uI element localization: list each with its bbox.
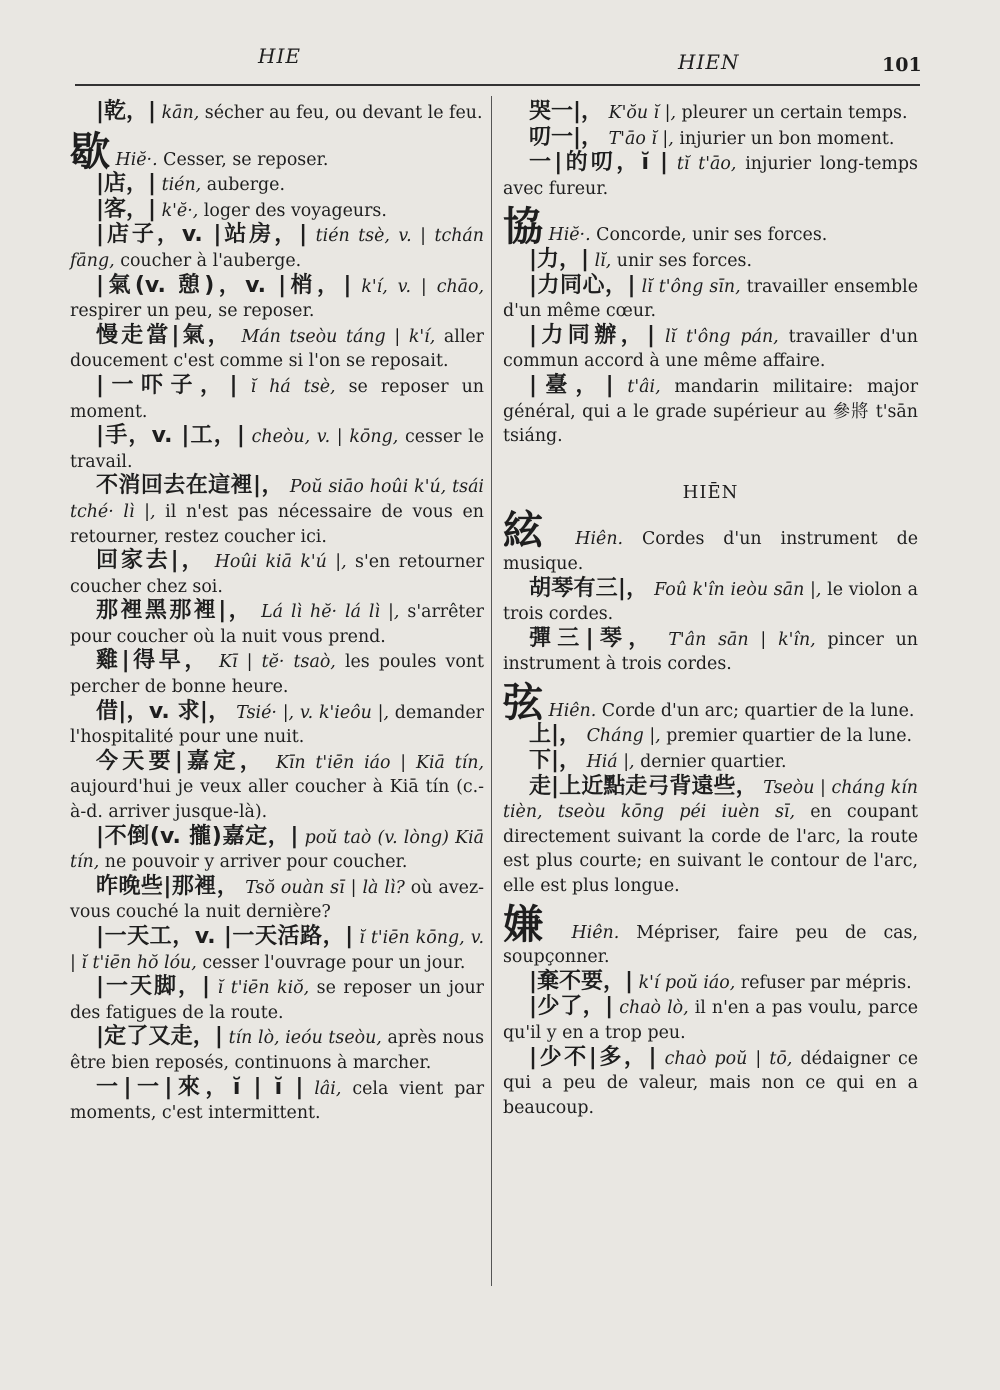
chinese-characters: |客，| (96, 196, 157, 222)
chinese-characters: |店子，v. |站房，| (96, 222, 308, 248)
romanization: tín lò, ieóu tseòu, (228, 1028, 382, 1049)
dictionary-subentry (503, 627, 918, 677)
dictionary-subentry (503, 374, 918, 449)
romanization: Kīn t'iēn iáo | Kiā tín, (275, 752, 484, 773)
chinese-characters: |臺，| (529, 372, 614, 398)
page-header (0, 0, 1000, 95)
chinese-characters: |力同辦，| (529, 322, 656, 348)
dictionary-subentry (503, 1046, 918, 1121)
romanization: k'í poŭ iáo, (638, 972, 736, 993)
column-divider (491, 96, 492, 1286)
chinese-characters: 協 (503, 204, 543, 251)
chinese-characters: 雞|得早， (96, 648, 210, 674)
romanization: Lá lì hĕ· lá lì |, (261, 602, 400, 623)
definition: coucher à l'auberge. (114, 250, 302, 271)
definition: ne pouvoir y arriver pour coucher. (99, 852, 408, 873)
chinese-characters: 彈三|琴， (529, 625, 657, 651)
running-head-right: HIEN (678, 50, 740, 74)
chinese-characters: |力，| (529, 246, 590, 272)
dictionary-subentry (70, 172, 484, 198)
definition: auberge. (201, 175, 285, 196)
definition: s'en retourner coucher chez soi. (70, 552, 485, 597)
romanization: T'ân sān | k'în, (668, 629, 816, 650)
romanization: Hiĕ·. (115, 149, 158, 170)
dictionary-subentry (70, 1076, 484, 1126)
left-column (70, 100, 484, 1126)
chinese-characters: 昨晚些|那裡， (96, 873, 240, 899)
chinese-characters: |乾，| (96, 99, 157, 124)
dictionary-subentry (70, 374, 484, 424)
definition: travailler d'un commun accord à une même affaire. (503, 326, 919, 372)
chinese-characters: 胡琴有三|， (529, 575, 649, 601)
definition: pleurer un certain temps. (676, 103, 908, 123)
romanization: Tsŏ ouàn sī | là lì? (245, 877, 405, 898)
dictionary-subentry (70, 223, 484, 273)
romanization: Hiên. (571, 922, 620, 943)
chinese-characters: 今天要|嘉定， (96, 748, 267, 774)
dictionary-headword-entry (503, 901, 919, 970)
chinese-characters: 下|， (529, 748, 582, 774)
dictionary-subentry (503, 775, 918, 899)
romanization: kān, (161, 103, 200, 123)
romanization: K'ŏu ĭ |, (608, 103, 677, 123)
chinese-characters: 回家去|， (96, 548, 207, 574)
chinese-characters: |少不|多，| (529, 1044, 657, 1070)
definition: injurier un bon moment. (673, 128, 895, 149)
chinese-characters: |店，| (96, 171, 157, 197)
definition: se reposer un jour des fatigues de la route. (70, 978, 484, 1023)
definition: travailler ensemble d'un même cœur. (503, 276, 919, 322)
romanization: Hiá |, (586, 752, 635, 773)
definition: se reposer un moment. (70, 376, 484, 422)
dictionary-subentry (503, 970, 918, 996)
dictionary-subentry (70, 424, 484, 474)
romanization: Hiĕ·. (548, 225, 591, 246)
romanization: chaò poŭ | tō, (664, 1048, 793, 1069)
chinese-characters: 哭一|， (529, 99, 604, 124)
chinese-characters: 歇 (70, 128, 110, 175)
dictionary-subentry (70, 324, 484, 374)
definition: dernier quartier. (634, 752, 787, 773)
romanization: Hoûi kiā k'ú |, (214, 552, 347, 573)
definition: pincer un instrument à trois cordes. (503, 629, 918, 675)
dictionary-subentry (503, 274, 918, 324)
dictionary-subentry (503, 749, 918, 775)
definition: aller doucement c'est comme si l'on se reposait. (70, 326, 484, 372)
definition: il n'en a pas voulu, parce qu'il y en a trop peu. (503, 998, 919, 1043)
chinese-characters: |不倒(v. 攏)嘉定，| (96, 823, 299, 849)
definition: demander l'hospitalité pour une nuit. (70, 702, 484, 748)
dictionary-headword-entry (70, 128, 484, 175)
chinese-characters: 上|， (529, 722, 582, 748)
chinese-characters: 一|一|來，ĭ | ĭ | (96, 1074, 304, 1100)
romanization: ĭ há tsè, (250, 376, 336, 397)
dictionary-headword-entry (503, 508, 919, 576)
chinese-characters: |一天工，v. |一天活路，| (96, 924, 354, 949)
romanization: chaò lò, (619, 998, 689, 1019)
dictionary-subentry (70, 750, 484, 825)
romanization: k'ĕ·, (161, 200, 199, 221)
section-title: HIĒN (682, 481, 739, 503)
chinese-characters: 嫌 (503, 901, 555, 948)
definition: Mépriser, faire peu de cas, soupçonner. (503, 922, 919, 968)
dictionary-subentry (503, 723, 918, 749)
chinese-characters: 借|，v. 求|， (96, 698, 231, 724)
dictionary-subentry (70, 549, 484, 599)
dictionary-subentry (503, 995, 918, 1045)
dictionary-subentry (503, 100, 918, 126)
dictionary-subentry (503, 126, 918, 152)
romanization: lĭ t'ông sīn, (641, 276, 741, 297)
romanization: k'í, v. | chāo, (361, 276, 485, 297)
definition: le violon a trois cordes. (503, 579, 918, 625)
chinese-characters: 慢走當|氣， (96, 322, 233, 348)
romanization: cheòu, v. | kōng, (251, 427, 399, 448)
dictionary-subentry (70, 599, 484, 649)
chinese-characters: 絃 (503, 508, 557, 555)
definition: premier quartier de la lune. (660, 726, 913, 747)
definition: unir ses forces. (611, 250, 752, 271)
chinese-characters: 那裡黑那裡|， (96, 598, 254, 624)
romanization: poŭ taò (v. lòng) Kiā tín, (70, 827, 485, 873)
right-column (503, 100, 918, 1120)
definition: Concorde, unir ses forces. (590, 225, 828, 246)
definition: respirer un peu, se reposer. (70, 301, 315, 322)
definition: cesser le travail. (70, 427, 485, 472)
romanization: tĭ t'āo, (676, 154, 737, 175)
romanization: tién, (161, 175, 202, 196)
romanization: lĭ t'ông pán, (664, 326, 779, 347)
dictionary-subentry (70, 975, 484, 1025)
chinese-characters: |少了，| (529, 994, 614, 1020)
definition: loger des voyageurs. (198, 200, 387, 221)
chinese-characters: |定了又走，| (96, 1024, 223, 1050)
romanization: ĭ t'iēn kiŏ, (217, 978, 310, 999)
romanization: Hiên. (575, 529, 624, 550)
definition: en coupant directement suivant la corde de l'arc, la route est plus courte; en suivant le contour de l'arc, elle est plus longue. (503, 802, 918, 897)
dictionary-subentry (503, 324, 918, 374)
romanization: Tsié· |, v. k'ieôu |, (236, 702, 389, 723)
definition: Cesser, se reposer. (157, 149, 329, 170)
dictionary-subentry (70, 474, 484, 549)
romanization: Foû k'în ieòu sān |, (654, 579, 822, 600)
definition: dédaigner ce qui a peu de valeur, mais non ce qui en a beaucoup. (503, 1048, 919, 1118)
definition: après nous être bien reposés, continuons à marcher. (70, 1028, 485, 1073)
definition: cela vient par moments, c'est intermittent. (70, 1078, 485, 1124)
chinese-characters: |氣(v. 憩)，v. |梢，| (96, 272, 352, 298)
chinese-characters: |手，v. |工，| (96, 423, 245, 449)
dictionary-subentry (70, 825, 484, 875)
dictionary-subentry (70, 649, 484, 699)
dictionary-headword-entry (503, 204, 918, 251)
romanization: lâi, (314, 1078, 342, 1099)
romanization: tién tsè, v. | tchán fāng, (70, 226, 484, 271)
romanization: Tseòu | cháng kín tièn, tseòu kōng péi iuèn sī, (503, 777, 919, 823)
romanization: t'âi, (627, 376, 661, 397)
definition: sécher au feu, ou devant le feu. (199, 103, 483, 123)
dictionary-subentry (503, 151, 918, 201)
romanization: Hiên. (548, 700, 597, 721)
definition: aujourd'hui je veux aller coucher à Kiā tín (c.-à-d. arriver jusque-là). (70, 777, 484, 823)
definition: injurier long-temps avec fureur. (503, 154, 918, 199)
page-number: 101 (882, 54, 922, 76)
running-head-left: HIE (258, 44, 301, 68)
definition: où avez-vous couché la nuit dernière? (70, 877, 484, 923)
definition: il n'est pas nécessaire de vous en retourner, restez coucher ici. (70, 501, 484, 547)
romanization: lĭ, (594, 250, 612, 271)
dictionary-subentry (70, 875, 484, 925)
definition: Cordes d'un instrument de musique. (503, 529, 919, 574)
dictionary-subentry (70, 1025, 484, 1075)
chinese-characters: |一天脚，| (96, 974, 211, 1000)
chinese-characters: 叨一|， (529, 124, 604, 150)
chinese-characters: |棄不要，| (529, 968, 634, 994)
romanization: T'āo ĭ |, (608, 128, 674, 149)
dictionary-subentry (70, 925, 484, 975)
dictionary-subentry (503, 577, 918, 627)
chinese-characters: |力同心，| (529, 272, 636, 298)
romanization: Kī | tĕ· tsaò, (219, 652, 336, 673)
romanization: Cháng |, (586, 726, 661, 747)
chinese-characters: 一|的叨，ĭ | (529, 150, 669, 176)
chinese-characters: |一吓子，| (96, 372, 238, 398)
dictionary-headword-entry (503, 679, 918, 726)
chinese-characters: 弦 (503, 679, 543, 726)
definition: mandarin militaire: major général, qui a le grade supérieur au 參將 t'sān tsiáng. (503, 376, 919, 447)
dictionary-subentry (70, 100, 484, 126)
dictionary-subentry (503, 248, 918, 274)
romanization: Poŭ siāo hoûi k'ú, tsái tché· lì |, (70, 477, 484, 522)
romanization: Mán tseòu táng | k'í, (241, 326, 436, 347)
header-rule (75, 84, 920, 86)
dictionary-subentry (70, 198, 484, 224)
chinese-characters: 不消回去在這裡|， (96, 473, 284, 499)
definition: s'arrêter pour coucher où la nuit vous prend. (70, 602, 484, 647)
definition: les poules vont percher de bonne heure. (70, 652, 484, 698)
romanization: ĭ t'iēn kōng, v. | ĭ t'iēn hŏ lóu, (70, 928, 484, 973)
dictionary-subentry (70, 274, 484, 324)
definition: Corde d'un arc; quartier de la lune. (596, 700, 915, 721)
definition: refuser par mépris. (735, 972, 912, 993)
definition: cesser l'ouvrage pour un jour. (196, 952, 466, 973)
dictionary-subentry (70, 700, 484, 750)
chinese-characters: 走|上近點走弓背遠些， (529, 773, 758, 799)
